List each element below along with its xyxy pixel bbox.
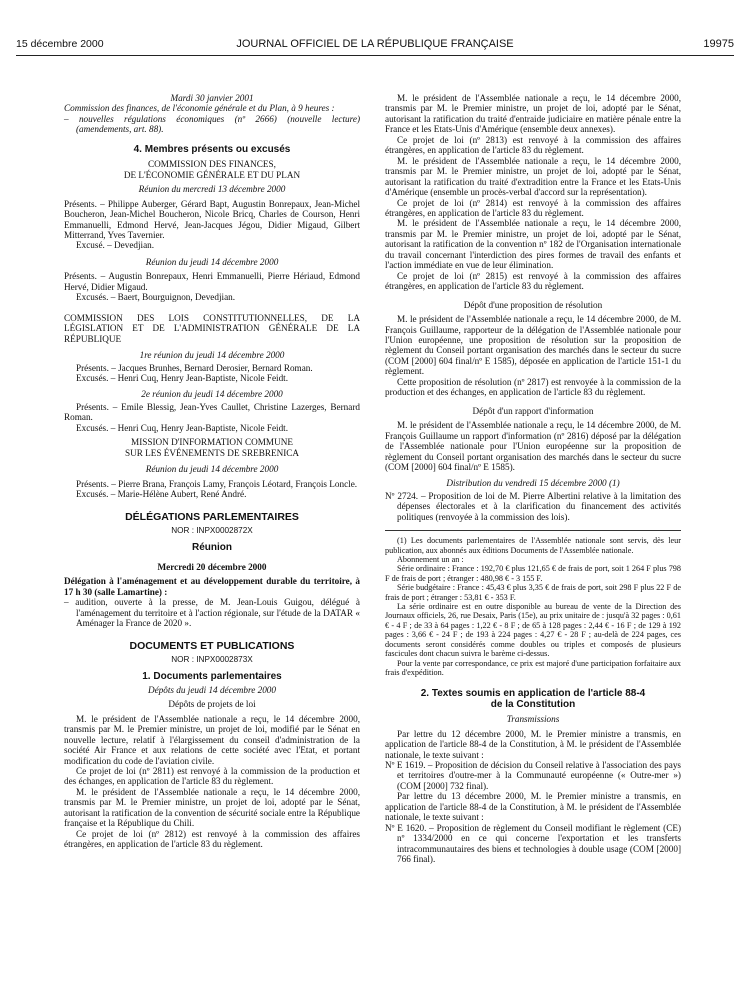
meeting-title: Réunion du jeudi 14 décembre 2000: [145, 464, 279, 475]
section-2-title-1: 2. Textes soumis en application de l'article 88-4: [420, 688, 646, 700]
paragraph: Ce projet de loi (nº 2815) est renvoyé à la commission des affaires étrangères, en application de l'article 83 du règlement.: [385, 270, 681, 292]
meeting-title: 1re réunion du jeudi 14 décembre 2000: [139, 350, 285, 361]
footnote-text: (1) Les documents parlementaires de l'Assemblée nationale sont servis, dès leur publication, aux abonnés aux éditions Documents de l'Assemblée nationale.: [385, 536, 681, 555]
mission-info-name-1: MISSION D'INFORMATION COMMUNE: [131, 437, 293, 448]
page-header: [16, 38, 734, 52]
paragraph: Par lettre du 13 décembre 2000, M. le Premier ministre a transmis, en application de l'article 88-4 de la Constitution, à M. le président de l'Assemblée nationale, le texte suivant :: [385, 791, 681, 823]
paragraph: Par lettre du 12 décembre 2000, M. le Premier ministre a transmis, en application de l'article 88-4 de la Constitution, à M. le président de l'Assemblée nationale, le texte suivant :: [385, 728, 681, 760]
transmissions-subtitle: Transmissions: [506, 714, 560, 725]
excused-list: Excusés. – Henri Cuq, Henry Jean-Baptiste, Nicole Feidt.: [76, 422, 289, 433]
commission-lois-name: COMMISSION DES LOIS CONSTITUTIONNELLES, DE LA LÉGISLATION ET DE L'ADMINISTRATION GÉNÉRALE DE LA RÉPUBLIQUE: [64, 312, 360, 344]
meeting-title: Réunion du mercredi 13 décembre 2000: [138, 184, 286, 195]
commission-finances-name-2: DE L'ÉCONOMIE GÉNÉRALE ET DU PLAN: [123, 169, 301, 180]
meeting-title: Réunion du jeudi 14 décembre 2000: [145, 256, 279, 267]
excused-list: Excusés. – Henri Cuq, Henry Jean-Baptiste, Nicole Feidt.: [76, 372, 289, 383]
footnote-text: Abonnement un an :: [397, 555, 464, 565]
excused-list: Excusé. – Devedjian.: [76, 240, 155, 251]
paragraph: M. le président de l'Assemblée nationale a reçu, le 14 décembre 2000, de M. François Guillaume un rapport d'information (nº 2816) déposé par la délégation de l'Assemblée nationale pour l'Union européenne sur la proposition de règlement du Conseil portant organisation des marchés dans le secteur du sucre (COM [2000] 604 final/nº E 1585).: [385, 420, 681, 472]
documents-publications-title: DOCUMENTS ET PUBLICATIONS: [129, 639, 295, 652]
delegation-item: – audition, ouverte à la presse, de M. Jean-Louis Guigou, délégué à l'aménagement du territoire et à l'action régionale, sur l'étude de la DATAR « Aménager la France de 2020 ».: [64, 597, 360, 629]
footnote-text: Série ordinaire : France : 192,70 € plus 121,65 € de frais de port, soit 1 264 F plus 798 F de frais de port ; étranger : 480,98 € - 3 155 F.: [385, 564, 681, 583]
paragraph: Ce projet de loi (nº 2812) est renvoyé à la commission des affaires étrangères, en application de l'article 83 du règlement.: [64, 828, 360, 850]
delegation-name: Délégation à l'aménagement et au développement durable du territoire, à 17 h 30 (salle Lamartine) :: [64, 576, 360, 597]
present-list: Présents. – Emile Blessig, Jean-Yves Caullet, Christine Lazerges, Bernard Roman.: [64, 401, 360, 423]
footnote-rule: [385, 530, 681, 531]
present-list: Présents. – Philippe Auberger, Gérard Bapt, Augustin Bonrepaux, Jean-Michel Boucheron, Jean-Michel Boucheron, Nicole Bricq, Charles de Courson, Henri Emmanuelli, Edmond Hervé, Jean-Jacques Jégou, Didier Migaud, Gilbert Mitterrand, Yves Tavernier.: [64, 198, 360, 240]
schedule-commission: Commission des finances, de l'économie générale et du Plan, à 9 heures :: [64, 103, 335, 114]
schedule-date: Mardi 30 janvier 2001: [170, 93, 254, 103]
paragraph: M. le président de l'Assemblée nationale a reçu, le 14 décembre 2000, transmis par M. le Premier ministre, un projet de loi, modifié par le Sénat en nouvelle lecture, relatif à l'élargissement du conseil d'administration de la société Air France et aux relations de cette société avec l'Etat, et portant modification du code de l'aviation civile.: [64, 713, 360, 766]
header-page-number: 19975: [703, 38, 734, 50]
depots-date: Dépôts du jeudi 14 décembre 2000: [147, 684, 276, 695]
paragraph: Ce projet de loi (nº 2813) est renvoyé à la commission des affaires étrangères, en application de l'article 83 du règlement.: [385, 134, 681, 156]
footnote-text: La série ordinaire est en outre disponible au bureau de vente de la Direction des Journaux officiels, 26, rue Desaix, Paris (15e), au prix unitaire de : jusqu'à 32 pages : 0,61 € - 4 F ; de 33 à 64 pages : 1,22 € - 8 F ; de 65 à 128 pages : 2,44 € - 16 F ; de 129 à 192 pages : 3,66 € - 24 F ; de 193 à 224 pages : 4,27 € - 28 F ; au-delà de 224 pages, ces documents seront considérés comme doubles ou triples et composés de plusieurs fascicules dont chacun suivra le barème ci-dessus.: [385, 602, 681, 659]
meeting-title: 2e réunion du jeudi 14 décembre 2000: [141, 389, 283, 400]
header-rule: [16, 55, 734, 56]
delegations-nor: NOR : INPX0002872X: [171, 525, 253, 535]
excused-list: Excusés. – Marie-Hélène Aubert, René André.: [76, 489, 247, 500]
paragraph: M. le président de l'Assemblée nationale a reçu, le 14 décembre 2000, transmis par M. le Premier ministre, un projet de loi, adopté par le Sénat, autorisant la ratification de la convention de sécurité sociale entre la République française et la République du Chili.: [64, 786, 360, 829]
footnote-text: Pour la vente par correspondance, ce prix est majoré d'une participation forfaitaire aux frais d'expédition.: [385, 658, 681, 677]
distribution-title: Distribution du vendredi 15 décembre 2000 (1): [446, 478, 620, 489]
paragraph: M. le président de l'Assemblée nationale a reçu, le 14 décembre 2000, transmis par M. le Premier ministre, un projet de loi, adopté par le Sénat, autorisant la ratification du traité d'extradition entre la France et les Etats-Unis d'Amérique (ensemble un procès-verbal d'accord sur la représentation).: [385, 155, 681, 198]
footnote-text: Série budgétaire : France : 45,43 € plus 3,35 € de frais de port, soit 298 F plus 22 F de frais de port ; étranger : 53,81 € - 353 F.: [385, 583, 681, 602]
reunion-title: Réunion: [192, 542, 232, 554]
commission-finances-name-1: COMMISSION DES FINANCES,: [148, 159, 276, 170]
section-4-title: 4. Membres présents ou excusés: [133, 143, 291, 155]
header-journal-title: JOURNAL OFFICIEL DE LA RÉPUBLIQUE FRANÇAISE: [236, 38, 514, 50]
paragraph: Ce projet de loi (nº 2814) est renvoyé à la commission des affaires étrangères, en application de l'article 83 du règlement.: [385, 197, 681, 218]
left-column: [64, 93, 360, 850]
resolution-subtitle: Dépôt d'une proposition de résolution: [463, 299, 603, 310]
text-item: Nº E 1619. – Proposition de décision du Conseil relative à l'association des pays et territoires d'outre-mer à la Communauté européenne (« Outre-mer ») (COM [2000] 732 final).: [385, 760, 681, 791]
mission-info-name-2: SUR LES ÉVÉNEMENTS DE SREBRENICA: [124, 447, 300, 458]
right-column: [385, 93, 681, 865]
paragraph: M. le président de l'Assemblée nationale a reçu, le 14 décembre 2000, transmis par M. le Premier ministre, un projet de loi, adopté par le Sénat, autorisant la ratification du traité d'entraide judiciaire en matière pénale entre la France et les Etats-Unis d'Amérique (ensemble deux annexes).: [385, 93, 681, 135]
paragraph: Ce projet de loi (nº 2811) est renvoyé à la commission de la production et des échanges, en application de l'article 83 du règlement.: [64, 766, 360, 787]
present-list: Présents. – Jacques Brunhes, Bernard Derosier, Bernard Roman.: [76, 362, 313, 373]
reunion-date: Mercredi 20 décembre 2000: [157, 561, 267, 572]
schedule-item: – nouvelles régulations économiques (nº 2666) (nouvelle lecture) (amendements, art. 88).: [64, 113, 360, 135]
delegations-title: DÉLÉGATIONS PARLEMENTAIRES: [125, 510, 299, 523]
section-2-title-2: de la Constitution: [490, 698, 576, 710]
present-list: Présents. – Augustin Bonrepaux, Henri Emmanuelli, Pierre Hériaud, Edmond Hervé, Didier Migaud.: [64, 271, 360, 292]
depots-subtitle: Dépôts de projets de loi: [168, 699, 256, 710]
header-date: 15 décembre 2000: [16, 38, 104, 50]
report-subtitle: Dépôt d'un rapport d'information: [472, 405, 594, 416]
present-list: Présents. – Pierre Brana, François Lamy, François Léotard, François Loncle.: [76, 478, 358, 489]
documents-nor: NOR : INPX0002873X: [171, 654, 253, 664]
paragraph: M. le président de l'Assemblée nationale a reçu, le 14 décembre 2000, de M. François Guillaume, rapporteur de la délégation de l'Assemblée nationale pour l'Union européenne, une proposition de résolution sur la proposition de règlement du Conseil portant organisation des marchés dans le secteur du sucre (COM [2000] 604 final/nº E 1585), déposée en application de l'article 151-1 du règlement.: [385, 314, 681, 377]
distribution-item: Nº 2724. – Proposition de loi de M. Pierre Albertini relative à la limitation des dépenses électorales et à la clarification du financement des activités politiques (renvoyée à la commission des lois).: [385, 490, 681, 522]
excused-list: Excusés. – Baert, Bourguignon, Devedjian.: [76, 292, 236, 303]
documents-section-title: 1. Documents parlementaires: [142, 671, 282, 683]
footnote: [385, 536, 681, 677]
text-item: Nº E 1620. – Proposition de règlement du Conseil modifiant le règlement (CE) nº 1334/2000 en ce qui concerne l'exportation et les transferts intracommunautaires des biens et technologies à double usage (COM [2000] 766 final).: [385, 822, 681, 865]
paragraph: M. le président de l'Assemblée nationale a reçu, le 14 décembre 2000, transmis par M. le Premier ministre, un projet de loi, adopté par le Sénat, autorisant la ratification de la convention nº 182 de l'Organisation internationale du travail concernant l'interdiction des pires formes de travail des enfants et l'action immédiate en vue de leur élimination.: [385, 218, 681, 271]
paragraph: Cette proposition de résolution (nº 2817) est renvoyée à la commission de la production et des échanges, en application de l'article 83 du règlement.: [385, 376, 681, 398]
